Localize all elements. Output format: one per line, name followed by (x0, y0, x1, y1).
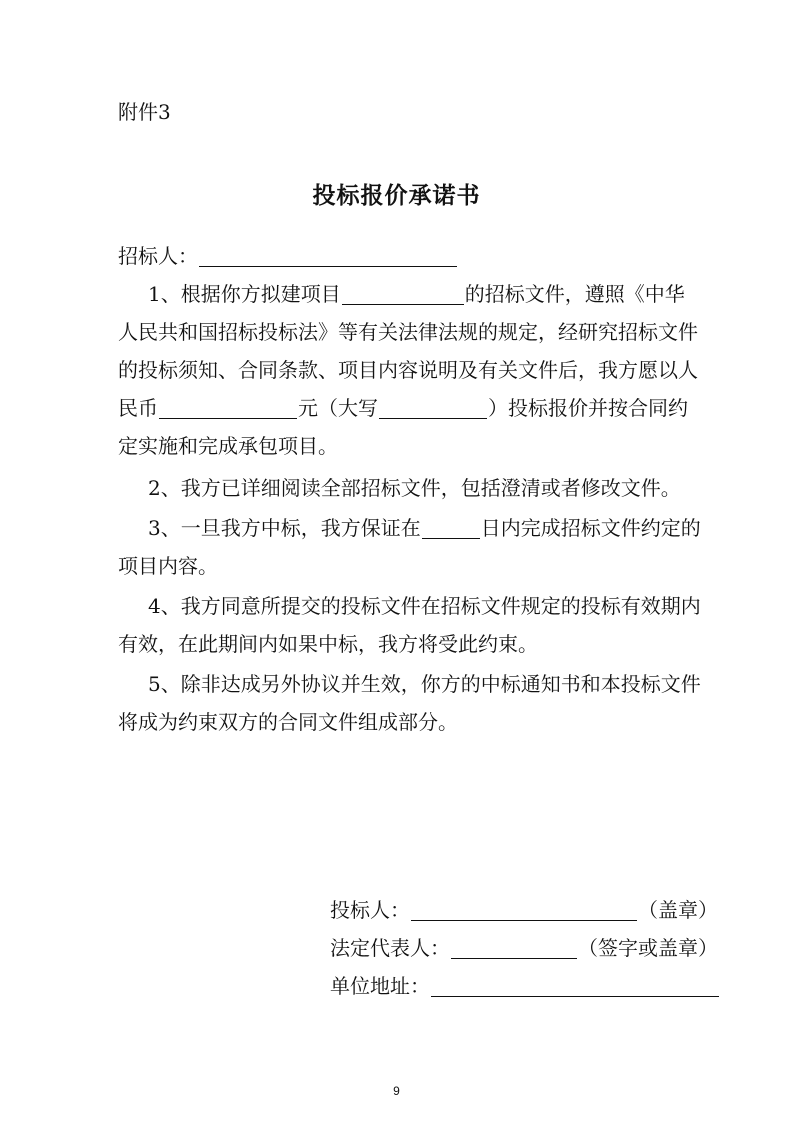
clause-3-line-2: 项目内容。 (118, 554, 218, 578)
clause-3-line-1 (148, 514, 701, 542)
recipient-label: 招标人： (118, 244, 198, 268)
bidder-line (330, 896, 718, 924)
legal-rep-label: 法定代表人： (330, 936, 450, 960)
attachment-label: 附件3 (118, 100, 171, 124)
clause-1-text-e: ）投标报价并按合同约 (488, 396, 688, 420)
bidder-label: 投标人： (330, 898, 410, 922)
legal-rep-line (330, 934, 718, 962)
clause-5-line-1: 5、除非达成另外协议并生效，你方的中标通知书和本投标文件 (148, 672, 701, 696)
bidder-note: （盖章） (638, 898, 718, 922)
legal-rep-note: （签字或盖章） (578, 936, 718, 960)
project-name-blank[interactable] (342, 284, 464, 305)
clause-2: 2、我方已详细阅读全部招标文件，包括澄清或者修改文件。 (148, 476, 681, 500)
clause-1-line-1 (148, 280, 685, 308)
clause-1-line-4 (118, 394, 688, 422)
price-uppercase-blank[interactable] (379, 398, 487, 419)
clause-1-line-5: 定实施和完成承包项目。 (118, 434, 338, 458)
page-number: 9 (393, 1084, 400, 1098)
bidder-blank[interactable] (411, 900, 637, 921)
clause-1-text-c: 民币 (118, 396, 158, 420)
clause-5-line-2: 将成为约束双方的合同文件组成部分。 (118, 710, 458, 734)
clause-1-text-b: 的招标文件，遵照《中华 (464, 282, 685, 306)
legal-rep-blank[interactable] (451, 938, 577, 959)
clause-1-line-3: 的投标须知、合同条款、项目内容说明及有关文件后，我方愿以人 (118, 358, 698, 382)
days-blank[interactable] (422, 518, 480, 539)
clause-3-text-a: 3、一旦我方中标，我方保证在 (148, 516, 421, 540)
clause-3-text-b: 日内完成招标文件约定的 (480, 516, 701, 540)
clause-4-line-1: 4、我方同意所提交的投标文件在招标文件规定的投标有效期内 (148, 594, 701, 618)
clause-1-text-d: 元（大写 (298, 396, 378, 420)
recipient-blank[interactable] (199, 246, 457, 267)
recipient-line (118, 242, 458, 270)
address-blank[interactable] (431, 976, 719, 997)
address-line (330, 972, 720, 1000)
clause-4-line-2: 有效，在此期间内如果中标，我方将受此约束。 (118, 632, 538, 656)
clause-1-line-2: 人民共和国招标投标法》等有关法律法规的规定，经研究招标文件 (118, 320, 698, 344)
document-title: 投标报价承诺书 (312, 182, 481, 209)
price-amount-blank[interactable] (159, 398, 297, 419)
address-label: 单位地址： (330, 974, 430, 998)
clause-1-text-a: 1、根据你方拟建项目 (148, 282, 341, 306)
